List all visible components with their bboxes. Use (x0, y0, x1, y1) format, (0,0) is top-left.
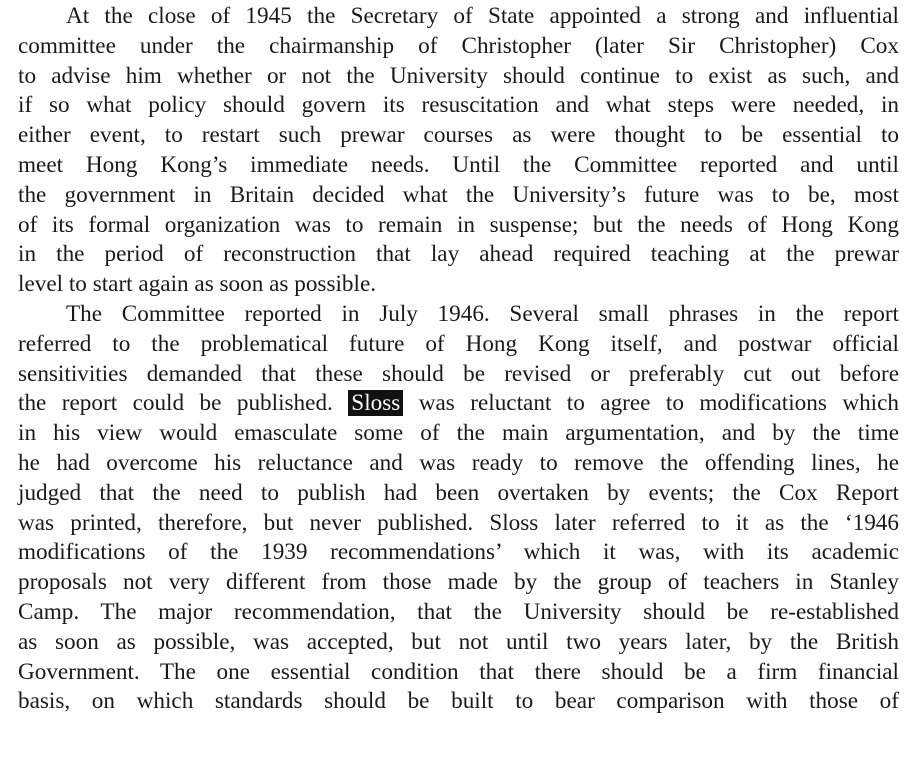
text-line: in his view would emasculate some of the main argumentation, and by the time (18, 420, 899, 447)
text-line: to advise him whether or not the University should continue to exist as such, and (18, 62, 899, 89)
text-line: modifications of the 1939 recommendations’ which it was, with its academic (18, 539, 899, 566)
text-line: if so what policy should govern its resuscitation and what steps were needed, in (18, 92, 899, 119)
document-page (18, 2, 899, 717)
paragraph-2 (18, 300, 899, 717)
highlighted-word[interactable]: Sloss (348, 390, 403, 416)
text-line: either event, to restart such prewar courses as were thought to be essential to (18, 122, 899, 149)
text-line: At the close of 1945 the Secretary of State appointed a strong and influential (66, 3, 899, 29)
text-line: meet Hong Kong’s immediate needs. Until the Committee reported and until (18, 151, 899, 178)
text-line: he had overcome his reluctance and was ready to remove the offending lines, he (18, 449, 899, 476)
text-line: was printed, therefore, but never published. Sloss later referred to it as the ‘1946 (18, 509, 899, 536)
text-line: committee under the chairmanship of Christopher (later Sir Christopher) Cox (18, 32, 899, 59)
text-line: proposals not very different from those made by the group of teachers in Stanley (18, 569, 899, 596)
text-line: sensitivities demanded that these should be revised or preferably cut out before (18, 360, 899, 387)
text-line: basis, on which standards should be built to bear comparison with those of (18, 688, 899, 715)
paragraph-1 (18, 2, 899, 300)
text-line: level to start again as soon as possible. (18, 271, 377, 298)
text-line: as soon as possible, was accepted, but not until two years later, by the British (18, 628, 899, 655)
text-line: of its formal organization was to remain in suspense; but the needs of Hong Kong (18, 211, 899, 238)
text-segment: was reluctant to agree to modifications which (418, 390, 900, 417)
text-segment: the report could be published. (18, 390, 333, 417)
text-line-with-highlight (18, 389, 899, 419)
text-line: Camp. The major recommendation, that the University should be re-established (18, 598, 899, 625)
text-line: judged that the need to publish had been overtaken by events; the Cox Report (18, 479, 899, 506)
text-line: referred to the problematical future of Hong Kong itself, and postwar official (18, 330, 899, 357)
text-line: Government. The one essential condition that there should be a firm financial (18, 658, 899, 685)
text-line: in the period of reconstruction that lay ahead required teaching at the prewar (18, 241, 899, 268)
text-line: The Committee reported in July 1946. Several small phrases in the report (66, 300, 899, 327)
text-line: the government in Britain decided what the University’s future was to be, most (18, 181, 899, 208)
